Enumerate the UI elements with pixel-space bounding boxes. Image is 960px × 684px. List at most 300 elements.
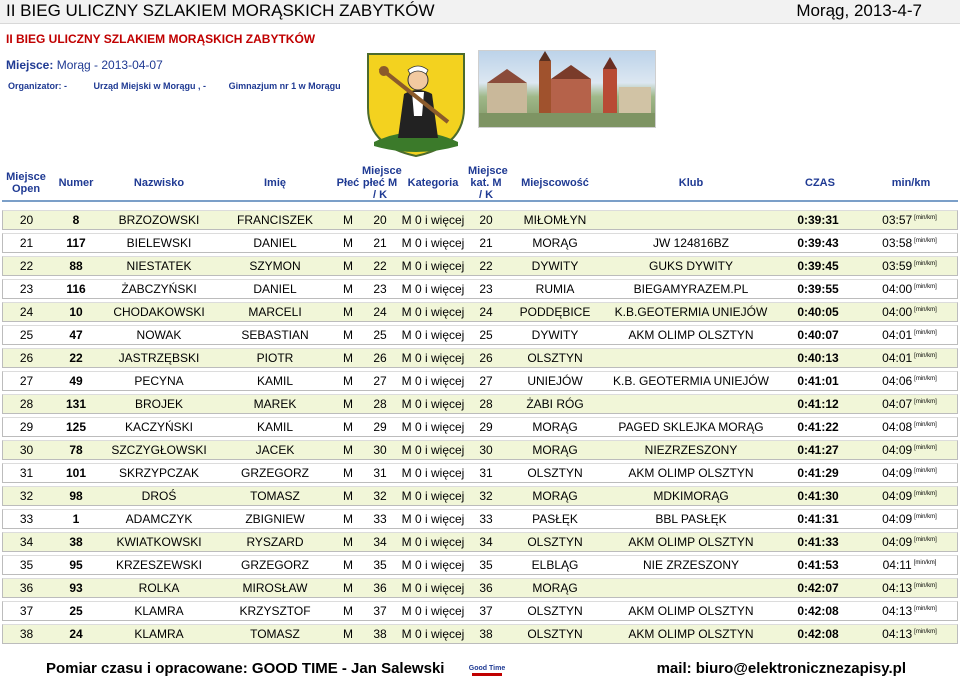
col-numer-cell: 24 [50,624,102,644]
table-row [2,578,958,598]
table-row [2,256,958,276]
table-row [2,463,958,483]
col-numer-cell: 38 [50,532,102,552]
klub-cell: AKM OLIMP OLSZTYN [606,532,776,552]
col-imie: Imię [263,176,286,189]
kategoria-cell: M 0 i więcej [398,509,468,529]
imie-cell: KAMIL [216,417,334,437]
pace-cell [864,601,958,621]
plec-cell: M [334,325,362,345]
pace-unit: [min/km] [914,629,937,635]
pace-unit: [min/km] [914,422,937,428]
pace-unit: [min/km] [914,537,937,543]
kategoria-cell: M 0 i więcej [398,532,468,552]
klub-cell [606,348,776,368]
klub-cell: BBL PASŁĘK [606,509,776,529]
klub-cell: AKM OLIMP OLSZTYN [606,601,776,621]
col-open-cell: 20 [2,210,50,230]
kat-place-cell: 31 [468,463,504,483]
nazwisko-cell: JASTRZĘBSKI [102,348,216,368]
plec-place-cell: 38 [362,624,398,644]
klub-cell [606,578,776,598]
klub-cell: AKM OLIMP OLSZTYN [606,463,776,483]
miejscowosc-cell: ŻABI RÓG [504,394,606,414]
event-title: II BIEG ULICZNY SZLAKIEM MORĄSKICH ZABYTKÓW [6,32,316,46]
table-row [2,348,958,368]
kategoria-cell: M 0 i więcej [398,210,468,230]
plec-place-cell: 37 [362,601,398,621]
logo-text: Good Time [468,665,506,672]
imie-cell: TOMASZ [216,486,334,506]
table-row [2,233,958,253]
pace-value: 03:57 [882,213,913,227]
plec-place-cell: 21 [362,233,398,253]
pace-unit: [min/km] [914,583,937,589]
pace-value: 04:09 [882,512,913,526]
footer-mail: mail: biuro@elektronicznezapisy.pl [656,660,906,677]
kat-place-cell: 38 [468,624,504,644]
miejscowosc-cell: MORĄG [504,233,606,253]
pace-value: 03:58 [882,236,913,250]
plec-place-cell: 29 [362,417,398,437]
czas-cell: 0:42:08 [776,624,864,644]
table-row [2,302,958,322]
col-numer-cell: 117 [50,233,102,253]
kategoria-cell: M 0 i więcej [398,233,468,253]
pace-unit: [min/km] [914,468,937,474]
kategoria-cell: M 0 i więcej [398,417,468,437]
pace-value: 04:08 [882,420,913,434]
pace-unit: [min/km] [914,330,937,336]
plec-cell: M [334,348,362,368]
pace-cell [864,325,958,345]
kat-place-cell: 33 [468,509,504,529]
pace-value: 03:59 [882,259,913,273]
imie-cell: KAMIL [216,371,334,391]
town-crest-logo [360,46,472,158]
nazwisko-cell: NIESTATEK [102,256,216,276]
kategoria-cell: M 0 i więcej [398,256,468,276]
plec-cell: M [334,624,362,644]
table-row [2,394,958,414]
kategoria-cell: M 0 i więcej [398,348,468,368]
pace-unit: [min/km] [914,606,937,612]
plec-cell: M [334,417,362,437]
kategoria-cell: M 0 i więcej [398,624,468,644]
col-open-cell: 32 [2,486,50,506]
nazwisko-cell: ADAMCZYK [102,509,216,529]
miejscowosc-cell: DYWITY [504,256,606,276]
table-row [2,440,958,460]
czas-cell: 0:41:30 [776,486,864,506]
czas-cell: 0:41:22 [776,417,864,437]
plec-cell: M [334,555,362,575]
pace-cell [864,394,958,414]
plec-place-cell: 24 [362,302,398,322]
kategoria-cell: M 0 i więcej [398,463,468,483]
nazwisko-cell: BIELEWSKI [102,233,216,253]
table-row [2,601,958,621]
plec-cell: M [334,210,362,230]
plec-place-cell: 30 [362,440,398,460]
pace-unit: [min/km] [914,376,937,382]
pace-unit: [min/km] [913,560,937,566]
col-open-cell: 27 [2,371,50,391]
imie-cell: JACEK [216,440,334,460]
header-separator [2,200,958,202]
nazwisko-cell: KLAMRA [102,624,216,644]
col-plec: Płeć [336,176,360,189]
czas-cell: 0:42:07 [776,578,864,598]
czas-cell: 0:42:08 [776,601,864,621]
pace-value: 04:13 [882,627,913,641]
kat-place-cell: 24 [468,302,504,322]
organizers [6,81,341,91]
pace-cell [864,532,958,552]
klub-cell: NIE ZRZESZONY [606,555,776,575]
col-open-cell: 26 [2,348,50,368]
imie-cell: SEBASTIAN [216,325,334,345]
pace-value: 04:01 [882,328,913,342]
table-row [2,509,958,529]
col-open-cell: 30 [2,440,50,460]
miejscowosc-cell: OLSZTYN [504,601,606,621]
pace-cell [864,233,958,253]
place-value: Morąg - 2013-04-07 [56,58,163,72]
nazwisko-cell: DROŚ [102,486,216,506]
nazwisko-cell: ŻABCZYŃSKI [102,279,216,299]
col-open-cell: 38 [2,624,50,644]
czas-cell: 0:39:43 [776,233,864,253]
kategoria-cell: M 0 i więcej [398,325,468,345]
klub-cell: BIEGAMYRAZEM.PL [606,279,776,299]
plec-place-cell: 22 [362,256,398,276]
col-numer-cell: 101 [50,463,102,483]
imie-cell: FRANCISZEK [216,210,334,230]
col-klub: Klub [678,176,704,189]
kategoria-cell: M 0 i więcej [398,555,468,575]
pace-value: 04:09 [882,489,913,503]
kat-place-cell: 35 [468,555,504,575]
nazwisko-cell: KWIATKOWSKI [102,532,216,552]
plec-cell: M [334,256,362,276]
plec-place-cell: 33 [362,509,398,529]
pace-value: 04:09 [882,443,913,457]
plec-place-cell: 26 [362,348,398,368]
plec-place-cell: 34 [362,532,398,552]
col-numer: Numer [58,176,94,189]
pace-value: 04:06 [882,374,913,388]
pace-value: 04:00 [882,305,913,319]
pace-cell [864,509,958,529]
plec-cell: M [334,440,362,460]
czas-cell: 0:39:31 [776,210,864,230]
top-place-date: Morąg, 2013-4-7 [796,1,922,20]
miejscowosc-cell: ELBLĄG [504,555,606,575]
klub-cell: AKM OLIMP OLSZTYN [606,325,776,345]
klub-cell [606,394,776,414]
table-row [2,555,958,575]
plec-place-cell: 23 [362,279,398,299]
col-open-cell: 29 [2,417,50,437]
pace-cell [864,578,958,598]
pace-unit: [min/km] [914,261,937,267]
plec-cell: M [334,302,362,322]
pace-cell [864,279,958,299]
nazwisko-cell: ROLKA [102,578,216,598]
col-nazwisko: Nazwisko [133,176,185,189]
col-open-cell: 33 [2,509,50,529]
klub-cell: MDKIMORĄG [606,486,776,506]
col-open-cell: 24 [2,302,50,322]
imie-cell: KRZYSZTOF [216,601,334,621]
czas-cell: 0:41:12 [776,394,864,414]
miejscowosc-cell: MORĄG [504,486,606,506]
pace-cell [864,256,958,276]
pace-cell [864,486,958,506]
imie-cell: DANIEL [216,233,334,253]
nazwisko-cell: KLAMRA [102,601,216,621]
col-open-cell: 21 [2,233,50,253]
col-numer-cell: 116 [50,279,102,299]
col-numer-cell: 95 [50,555,102,575]
miejscowosc-cell: PODDĘBICE [504,302,606,322]
col-numer-cell: 98 [50,486,102,506]
klub-cell: K.B. GEOTERMIA UNIEJÓW [606,371,776,391]
plec-cell: M [334,578,362,598]
pace-cell [864,417,958,437]
plec-cell: M [334,509,362,529]
col-kategoria: Kategoria [407,176,459,189]
czas-cell: 0:39:55 [776,279,864,299]
miejscowosc-cell: OLSZTYN [504,463,606,483]
plec-place-cell: 32 [362,486,398,506]
pace-value: 04:11 [882,558,912,572]
miejscowosc-cell: DYWITY [504,325,606,345]
col-numer-cell: 125 [50,417,102,437]
miejscowosc-cell: PASŁĘK [504,509,606,529]
pace-cell [864,371,958,391]
pace-unit: [min/km] [914,215,937,221]
col-open-cell: 28 [2,394,50,414]
pace-cell [864,348,958,368]
kategoria-cell: M 0 i więcej [398,601,468,621]
pace-value: 04:00 [882,282,913,296]
col-open-cell: 37 [2,601,50,621]
kategoria-cell: M 0 i więcej [398,302,468,322]
col-open-cell: 31 [2,463,50,483]
miejscowosc-cell: RUMIA [504,279,606,299]
col-czas: CZAS [805,176,835,189]
czas-cell: 0:39:45 [776,256,864,276]
kat-place-cell: 22 [468,256,504,276]
col-miejscowosc: Miejscowość [521,176,589,189]
col-numer-cell: 47 [50,325,102,345]
czas-cell: 0:41:27 [776,440,864,460]
plec-place-cell: 35 [362,555,398,575]
pace-unit: [min/km] [914,445,937,451]
miejscowosc-cell: MORĄG [504,440,606,460]
table-row [2,325,958,345]
table-row [2,532,958,552]
results-table [2,156,958,647]
plec-place-cell: 28 [362,394,398,414]
good-time-logo [468,662,506,680]
plec-cell: M [334,394,362,414]
czas-cell: 0:41:29 [776,463,864,483]
klub-cell: NIEZRZESZONY [606,440,776,460]
czas-cell: 0:41:31 [776,509,864,529]
plec-place-cell: 25 [362,325,398,345]
imie-cell: TOMASZ [216,624,334,644]
plec-cell: M [334,371,362,391]
table-row [2,417,958,437]
col-numer-cell: 78 [50,440,102,460]
pace-value: 04:07 [882,397,913,411]
table-row [2,279,958,299]
pace-unit: [min/km] [914,284,937,290]
col-numer-cell: 25 [50,601,102,621]
pace-value: 04:09 [882,466,913,480]
table-row [2,624,958,644]
miejscowosc-cell: OLSZTYN [504,348,606,368]
plec-cell: M [334,279,362,299]
plec-cell: M [334,463,362,483]
kat-place-cell: 28 [468,394,504,414]
pace-value: 04:13 [882,604,913,618]
kat-place-cell: 37 [468,601,504,621]
place-label: Miejsce: [6,58,54,72]
kat-place-cell: 34 [468,532,504,552]
table-row [2,371,958,391]
pace-cell [864,210,958,230]
col-numer-cell: 49 [50,371,102,391]
col-numer-cell: 22 [50,348,102,368]
nazwisko-cell: KACZYŃSKI [102,417,216,437]
imie-cell: MIROSŁAW [216,578,334,598]
nazwisko-cell: NOWAK [102,325,216,345]
col-open-cell: 34 [2,532,50,552]
pace-value: 04:13 [882,581,913,595]
organizer-1: Urząd Miejski w Morągu , - [93,81,207,91]
klub-cell [606,210,776,230]
pace-unit: [min/km] [914,307,937,313]
kat-place-cell: 36 [468,578,504,598]
czas-cell: 0:41:53 [776,555,864,575]
table-row [2,486,958,506]
pace-unit: [min/km] [914,514,937,520]
col-open-cell: 23 [2,279,50,299]
col-numer-cell: 8 [50,210,102,230]
pace-cell [864,440,958,460]
imie-cell: MAREK [216,394,334,414]
plec-place-cell: 27 [362,371,398,391]
imie-cell: GRZEGORZ [216,463,334,483]
kat-place-cell: 27 [468,371,504,391]
kategoria-cell: M 0 i więcej [398,486,468,506]
nazwisko-cell: BROJEK [102,394,216,414]
miejscowosc-cell: OLSZTYN [504,624,606,644]
col-numer-cell: 88 [50,256,102,276]
imie-cell: SZYMON [216,256,334,276]
nazwisko-cell: CHODAKOWSKI [102,302,216,322]
kategoria-cell: M 0 i więcej [398,371,468,391]
klub-cell: AKM OLIMP OLSZTYN [606,624,776,644]
klub-cell: PAGED SKLEJKA MORĄG [606,417,776,437]
col-open: Miejsce Open [6,170,46,195]
kat-place-cell: 20 [468,210,504,230]
czas-cell: 0:41:33 [776,532,864,552]
col-open-cell: 25 [2,325,50,345]
plec-cell: M [334,532,362,552]
pace-unit: [min/km] [914,399,937,405]
czas-cell: 0:40:05 [776,302,864,322]
nazwisko-cell: BRZOZOWSKI [102,210,216,230]
col-numer-cell: 10 [50,302,102,322]
imie-cell: MARCELI [216,302,334,322]
col-open-cell: 36 [2,578,50,598]
plec-place-cell: 20 [362,210,398,230]
pace-unit: [min/km] [914,238,937,244]
plec-cell: M [334,486,362,506]
col-minkm: min/km [891,176,931,189]
pace-unit: [min/km] [914,491,937,497]
imie-cell: GRZEGORZ [216,555,334,575]
miejscowosc-cell: MIŁOMŁYN [504,210,606,230]
nazwisko-cell: KRZESZEWSKI [102,555,216,575]
town-photo [478,50,656,128]
imie-cell: ZBIGNIEW [216,509,334,529]
imie-cell: RYSZARD [216,532,334,552]
plec-place-cell: 31 [362,463,398,483]
kategoria-cell: M 0 i więcej [398,279,468,299]
klub-cell: K.B.GEOTERMIA UNIEJÓW [606,302,776,322]
footer-credits: Pomiar czasu i opracowane: GOOD TIME - Jan Salewski [46,660,445,677]
plec-cell: M [334,601,362,621]
col-numer-cell: 131 [50,394,102,414]
plec-place-cell: 36 [362,578,398,598]
col-plec-mk: Miejsce płeć M / K [362,164,402,202]
organizer-2: Gimnazjum nr 1 w Morągu [228,81,341,91]
table-row [2,210,958,230]
nazwisko-cell: SZCZYGŁOWSKI [102,440,216,460]
imie-cell: DANIEL [216,279,334,299]
organizer-label: Organizator: - [8,81,68,91]
nazwisko-cell: SKRZYPCZAK [102,463,216,483]
miejscowosc-cell: MORĄG [504,417,606,437]
nazwisko-cell: PECYNA [102,371,216,391]
pace-cell [864,624,958,644]
col-open-cell: 35 [2,555,50,575]
miejscowosc-cell: MORĄG [504,578,606,598]
czas-cell: 0:40:13 [776,348,864,368]
miejscowosc-cell: OLSZTYN [504,532,606,552]
czas-cell: 0:41:01 [776,371,864,391]
kat-place-cell: 29 [468,417,504,437]
pace-cell [864,463,958,483]
col-open-cell: 22 [2,256,50,276]
pace-value: 04:01 [882,351,913,365]
imie-cell: PIOTR [216,348,334,368]
pace-cell [864,302,958,322]
kategoria-cell: M 0 i więcej [398,394,468,414]
kat-place-cell: 30 [468,440,504,460]
kategoria-cell: M 0 i więcej [398,578,468,598]
klub-cell: JW 124816BZ [606,233,776,253]
top-title: II BIEG ULICZNY SZLAKIEM MORĄSKICH ZABYTKÓW [6,1,435,20]
kat-place-cell: 25 [468,325,504,345]
kategoria-cell: M 0 i więcej [398,440,468,460]
